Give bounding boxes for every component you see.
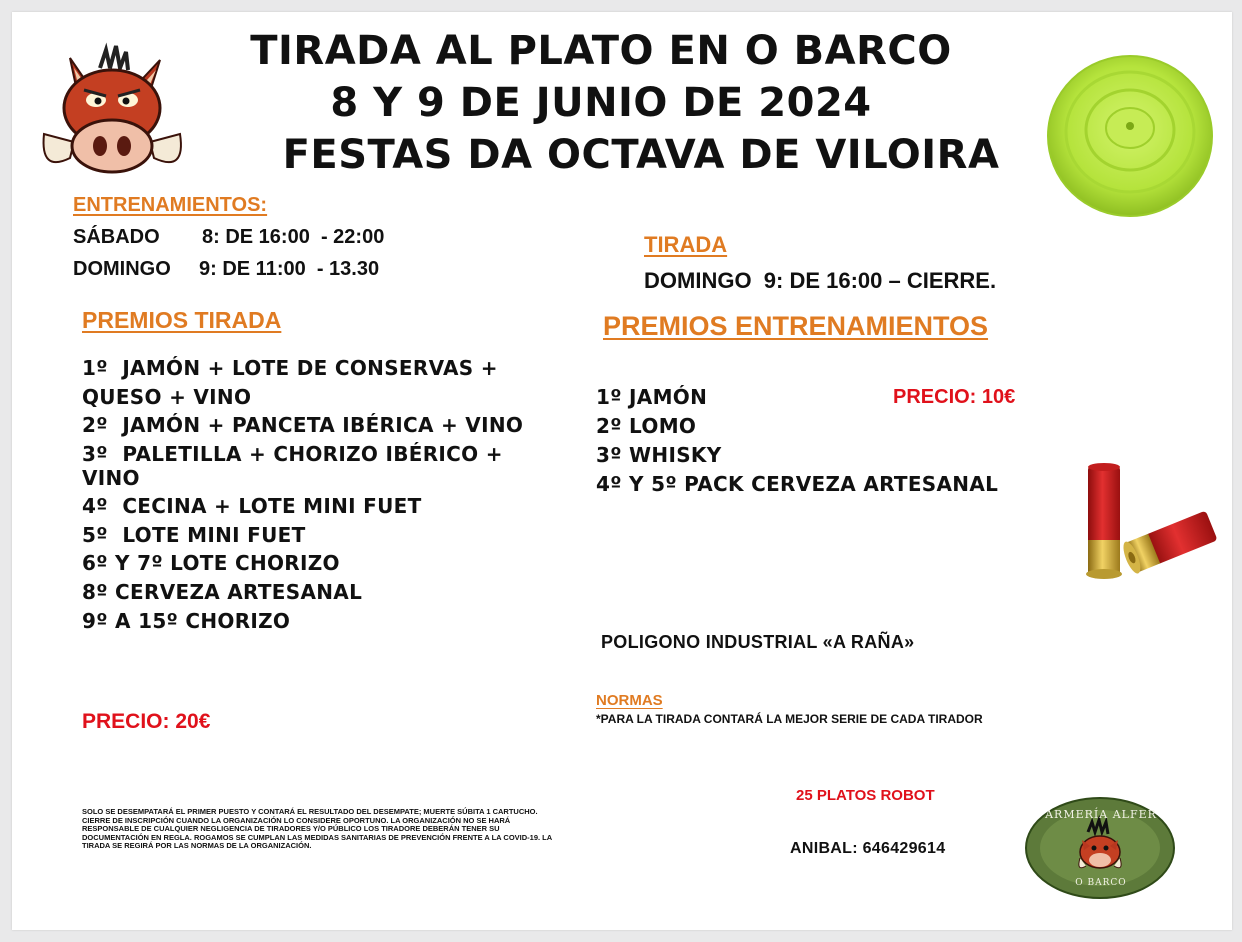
premio-entrenamiento-item: 1º JAMÓN <box>596 385 708 409</box>
tirada-schedule: DOMINGO 9: DE 16:00 – CIERRE. <box>644 268 997 293</box>
domingo-day: DOMINGO <box>73 258 171 280</box>
title-line-1: TIRADA AL PLATO EN O BARCO <box>250 28 952 74</box>
premio-tirada-item: 1º JAMÓN + LOTE DE CONSERVAS + <box>82 356 498 380</box>
badge-bottom-text: O BARCO <box>1075 878 1127 888</box>
premios-tirada-heading: PREMIOS TIRADA <box>82 307 282 333</box>
entrenamientos-heading: ENTRENAMIENTOS: <box>73 194 268 216</box>
tirada-heading: TIRADA <box>644 232 728 257</box>
domingo-time: 9: DE 11:00 - 13.30 <box>199 258 380 280</box>
location: POLIGONO INDUSTRIAL «A RAÑA» <box>601 632 915 652</box>
premio-entrenamiento-item: 2º LOMO <box>596 414 697 438</box>
shotgun-shells-icon <box>1082 460 1222 582</box>
title-line-2: 8 Y 9 DE JUNIO DE 2024 <box>330 80 872 126</box>
normas-heading: NORMAS <box>596 692 663 709</box>
precio-tirada: PRECIO: 20€ <box>82 710 211 733</box>
badge-top-text: ARMERÍA ALFER <box>1045 808 1157 821</box>
contact-phone: ANIBAL: 646429614 <box>790 840 946 857</box>
sabado-time: 8: DE 16:00 - 22:00 <box>202 226 385 248</box>
sabado-day: SÁBADO <box>73 226 160 248</box>
premios-entrenamientos-heading: PREMIOS ENTRENAMIENTOS <box>603 311 989 341</box>
premio-tirada-item: 3º PALETILLA + CHORIZO IBÉRICO + <box>82 442 503 466</box>
premio-entrenamiento-item: 3º WHISKY <box>596 443 722 467</box>
precio-entrenamientos: PRECIO: 10€ <box>893 386 1016 408</box>
premio-tirada-item: 2º JAMÓN + PANCETA IBÉRICA + VINO <box>82 413 524 437</box>
premio-tirada-item: 6º Y 7º LOTE CHORIZO <box>82 551 340 575</box>
premio-tirada-item: 5º LOTE MINI FUET <box>82 523 306 547</box>
premio-tirada-item: QUESO + VINO <box>82 385 252 409</box>
title-line-3: FESTAS DA OCTAVA DE VILOIRA <box>282 132 1000 178</box>
premio-tirada-item: 8º CERVEZA ARTESANAL <box>82 580 363 604</box>
premio-tirada-item: 4º CECINA + LOTE MINI FUET <box>82 494 422 518</box>
fine-print: SOLO SE DESEMPATARÁ EL PRIMER PUESTO Y CONTARÁ EL RESULTADO DEL DESEMPATE; MUERTE SÚBITA 1 CARTUCHO. CIERRE DE INSCRIPCIÓN CUANDO LA ORGANIZACIÓN LO CONSIDERE OPORTUNO. LA ORGANIZACIÓN NO SE HARÁ RESPONSABLE DE CUALQUIER NEGLIGENCIA DE TIRADORES Y/O PÚBLICO LOS TIRADORE DEBERÁN TENER SU DOCUMENTACIÓN EN REGLA. ROGAMOS SE CUMPLAN LAS MEDIDAS SANITARIAS DE PREVENCIÓN FRENTE A LA COVID-19. LA TIRADA SE REGIRÁ POR LAS NORMAS DE LA ORGANIZACIÓN. <box>82 807 552 851</box>
platos-robot: 25 PLATOS ROBOT <box>796 787 935 804</box>
premio-entrenamiento-item: 4º Y 5º PACK CERVEZA ARTESANAL <box>596 472 999 496</box>
premio-tirada-item: VINO <box>82 466 140 490</box>
premio-tirada-item: 9º A 15º CHORIZO <box>82 609 291 633</box>
normas-text: *PARA LA TIRADA CONTARÁ LA MEJOR SERIE DE CADA TIRADOR <box>596 712 983 726</box>
